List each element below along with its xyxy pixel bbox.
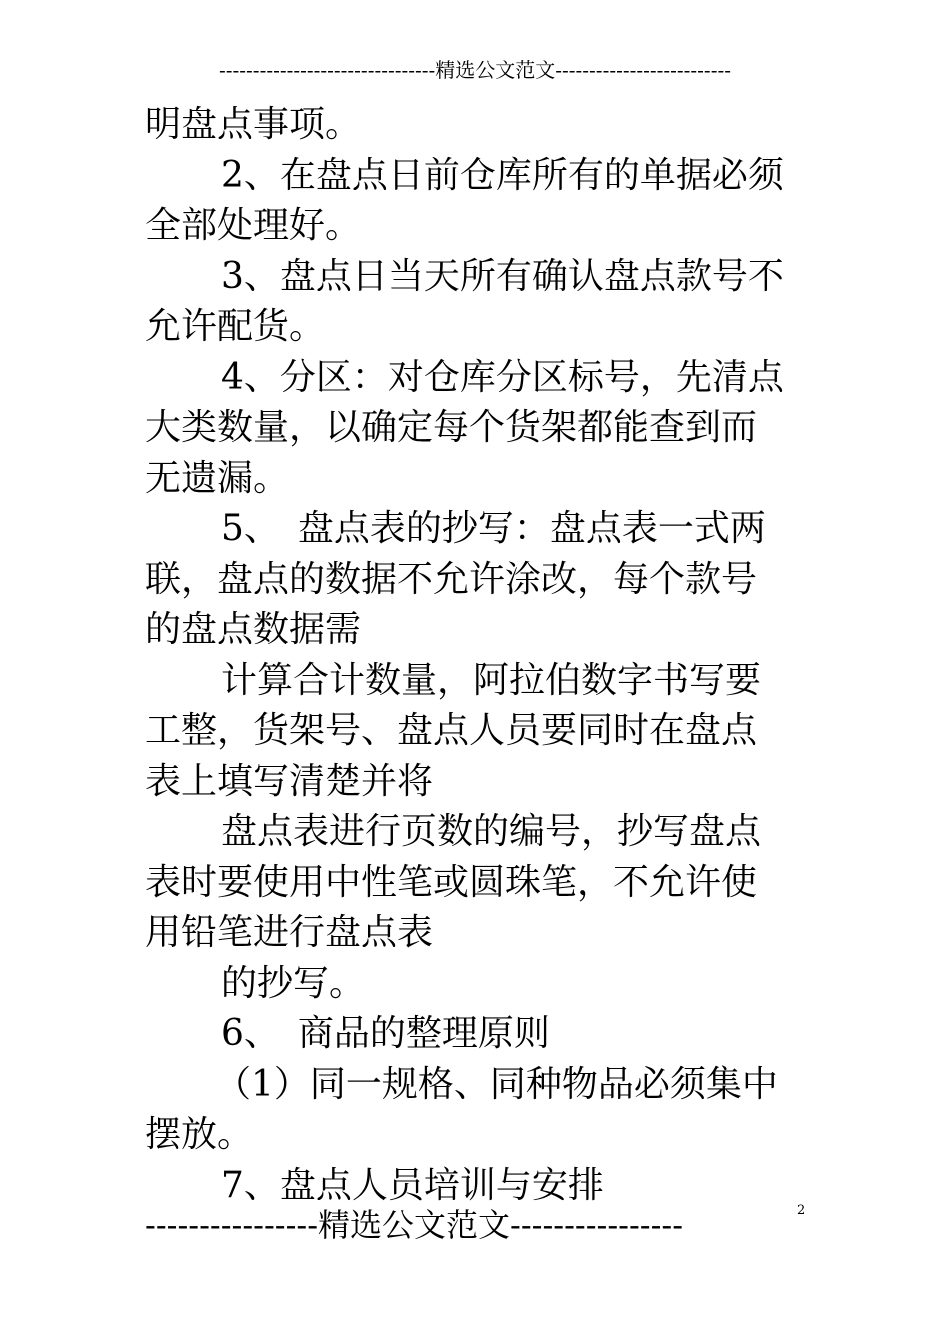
text-line: 无遗漏。: [145, 457, 290, 499]
text-line: 的抄写。: [221, 962, 366, 1004]
text-line: 6、 商品的整理原则: [221, 1013, 550, 1054]
text-line: 2、在盘点日前仓库所有的单据必须: [221, 154, 784, 196]
text-line: 3、盘点日当天所有确认盘点款号不: [221, 255, 784, 297]
page-header: --------------------------------精选公文范文--------------------------: [219, 58, 731, 82]
text-line: 表上填写清楚并将: [145, 760, 434, 802]
text-line: 5、 盘点表的抄写：盘点表一式两: [221, 508, 766, 549]
text-line: 用铅笔进行盘点表: [145, 912, 434, 953]
text-line: 计算合计数量，阿拉伯数字书写要: [221, 659, 762, 701]
text-line: 7、盘点人员培训与安排: [221, 1164, 604, 1206]
text-line: 联，盘点的数据不允许涂改，每个款号: [145, 558, 758, 600]
text-line: 大类数量，以确定每个货架都能查到而: [145, 407, 758, 448]
text-line: 4、分区：对仓库分区标号，先清点: [221, 356, 784, 398]
text-line: 全部处理好。: [145, 205, 362, 246]
text-line: 盘点表进行页数的编号，抄写盘点: [221, 811, 762, 852]
text-line: 工整，货架号、盘点人员要同时在盘点: [145, 710, 758, 751]
text-line: 允许配货。: [145, 306, 326, 347]
page-footer: ----------------精选公文范文----------------: [145, 1206, 684, 1244]
text-line: 的盘点数据需: [145, 609, 362, 650]
page-number: 2: [797, 1203, 806, 1218]
text-line: （1）同一规格、同种物品必须集中: [215, 1063, 778, 1105]
document-body: [145, 100, 810, 1211]
text-line: 摆放。: [145, 1114, 254, 1155]
text-line: 明盘点事项。: [145, 104, 362, 145]
text-line: 表时要使用中性笔或圆珠笔，不允许使: [145, 861, 758, 903]
